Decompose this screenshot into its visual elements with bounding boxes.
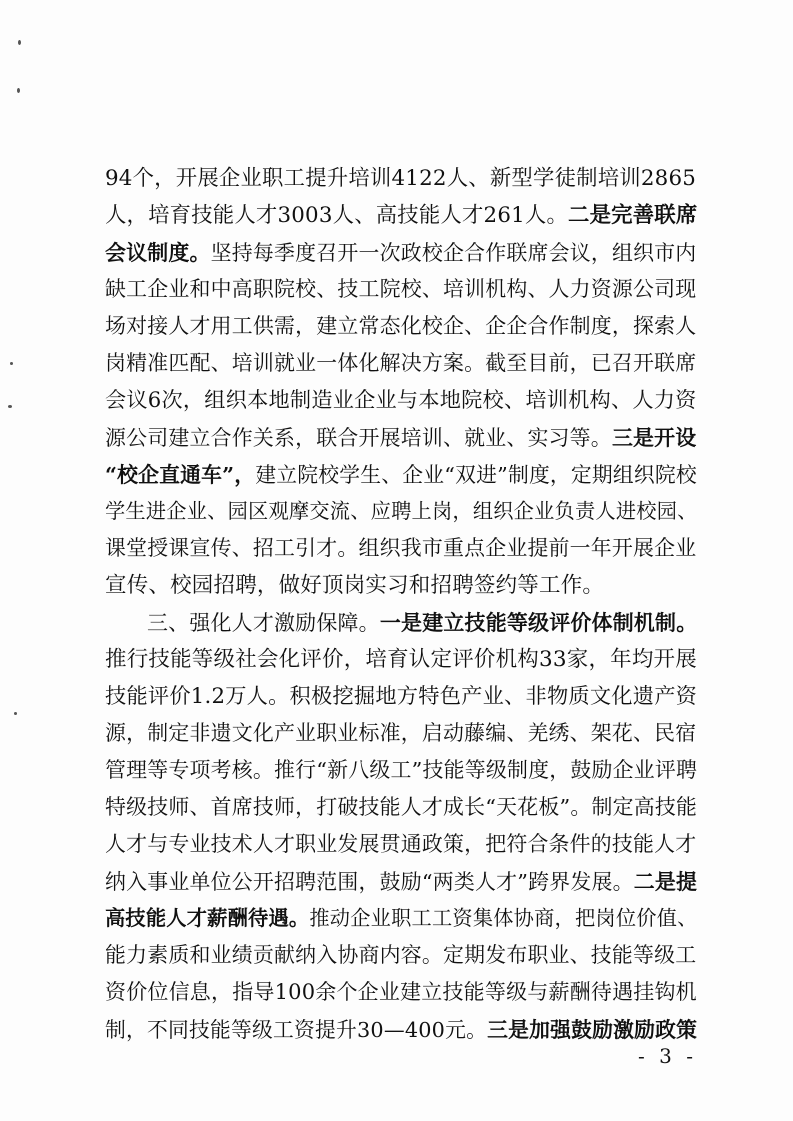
text-line bbox=[105, 900, 697, 937]
text-line bbox=[105, 752, 697, 789]
text-run: 源，制定非遗文化产业职业标准，启动藤编、羌绣、架花、民宿 bbox=[105, 721, 697, 745]
text-run: 纳入事业单位公开招聘范围，鼓励“两类人才”跨界发展。 bbox=[105, 870, 634, 894]
bold-text-run: 三是加强鼓励激励政策 bbox=[487, 1017, 698, 1042]
text-line bbox=[105, 160, 697, 197]
text-run: 学生进企业、园区观摩交流、应聘上岗，组织企业负责人进校园、 bbox=[105, 499, 698, 523]
text-line bbox=[105, 826, 697, 863]
text-run: 94个，开展企业职工提升培训4122人、新型学徒制培训2865 bbox=[105, 166, 697, 191]
scan-speck bbox=[8, 405, 12, 408]
text-line bbox=[105, 308, 697, 345]
text-line bbox=[105, 1011, 697, 1048]
text-run: 特级技师、首席技师，打破技能人才成长“天花板”。制定高技能 bbox=[105, 795, 698, 819]
bold-text-run: “校企直通车”， bbox=[105, 462, 256, 487]
bold-text-run: 三是开设 bbox=[611, 425, 697, 450]
bold-text-run: 高技能人才薪酬待遇。 bbox=[105, 906, 310, 930]
text-line bbox=[105, 567, 697, 604]
text-line bbox=[105, 456, 697, 493]
text-line bbox=[105, 197, 697, 234]
text-line bbox=[105, 678, 697, 715]
text-run: 推动企业职工工资集体协商，把岗位价值、 bbox=[309, 906, 698, 930]
text-line bbox=[105, 715, 697, 752]
document-body bbox=[105, 160, 697, 1048]
text-run: 岗精准匹配、培训就业一体化解决方案。截至目前，已召开联席 bbox=[105, 351, 697, 375]
text-line bbox=[105, 789, 697, 826]
text-run: 坚持每季度召开一次政校企合作联席会议，组织市内 bbox=[210, 241, 697, 265]
text-line bbox=[105, 234, 697, 271]
bold-text-run: 二是完善联席 bbox=[568, 203, 698, 228]
text-run: 场对接人才用工供需，建立常态化校企、企企合作制度，探索人 bbox=[105, 314, 697, 338]
text-line bbox=[105, 530, 697, 567]
text-run: 源公司建立合作关系，联合开展培训、就业、实习等。 bbox=[105, 426, 612, 450]
text-run: 缺工企业和中高职院校、技工院校、培训机构、人力资源公司现 bbox=[105, 277, 697, 301]
text-line bbox=[105, 271, 697, 308]
text-run: 能力素质和业绩贡献纳入协商内容。定期发布职业、技能等级工 bbox=[105, 943, 697, 967]
scan-speck bbox=[14, 712, 17, 715]
text-line bbox=[105, 419, 697, 456]
text-line bbox=[105, 974, 697, 1011]
text-run: 人才与专业技术人才职业发展贯通政策，把符合条件的技能人才 bbox=[105, 832, 697, 856]
scan-speck bbox=[17, 88, 20, 93]
scan-speck bbox=[18, 40, 21, 45]
bold-text-run: 一是建立技能等级评价体制机制。 bbox=[379, 610, 698, 635]
bold-text-run: 会议制度。 bbox=[105, 240, 211, 265]
text-run: 会议6次，组织本地制造业企业与本地院校、培训机构、人力资 bbox=[105, 388, 697, 413]
text-line bbox=[105, 604, 697, 641]
text-line bbox=[105, 863, 697, 900]
text-line bbox=[105, 345, 697, 382]
text-run: 技能评价1.2万人。积极挖掘地方特色产业、非物质文化遗产资 bbox=[105, 684, 698, 709]
text-line bbox=[105, 641, 697, 678]
page-number: - 3 - bbox=[638, 1044, 697, 1068]
bold-text-run: 二是提 bbox=[633, 869, 698, 894]
text-run: 人，培育技能人才3003人、高技能人才261人。 bbox=[105, 203, 569, 228]
text-line bbox=[105, 493, 697, 530]
text-line bbox=[105, 382, 697, 419]
text-run: 推行技能等级社会化评价，培育认定评价机构33家，年均开展 bbox=[105, 647, 697, 672]
text-run: 建立院校学生、企业“双进”制度，定期组织院校 bbox=[255, 463, 697, 487]
text-run: 制，不同技能等级工资提升30—400元。 bbox=[105, 1018, 488, 1042]
text-line bbox=[105, 937, 697, 974]
text-run: 宣传、校园招聘，做好顶岗实习和招聘签约等工作。 bbox=[105, 573, 605, 598]
scan-speck bbox=[10, 362, 13, 365]
text-run: 三、强化人才激励保障。 bbox=[147, 611, 380, 635]
text-run: 课堂授课宣传、招工引才。组织我市重点企业提前一年开展企业 bbox=[105, 536, 697, 560]
text-run: 管理等专项考核。推行“新八级工”技能等级制度，鼓励企业评聘 bbox=[105, 758, 698, 782]
text-run: 资价位信息，指导100余个企业建立技能等级与薪酬待遇挂钩机 bbox=[105, 980, 697, 1004]
